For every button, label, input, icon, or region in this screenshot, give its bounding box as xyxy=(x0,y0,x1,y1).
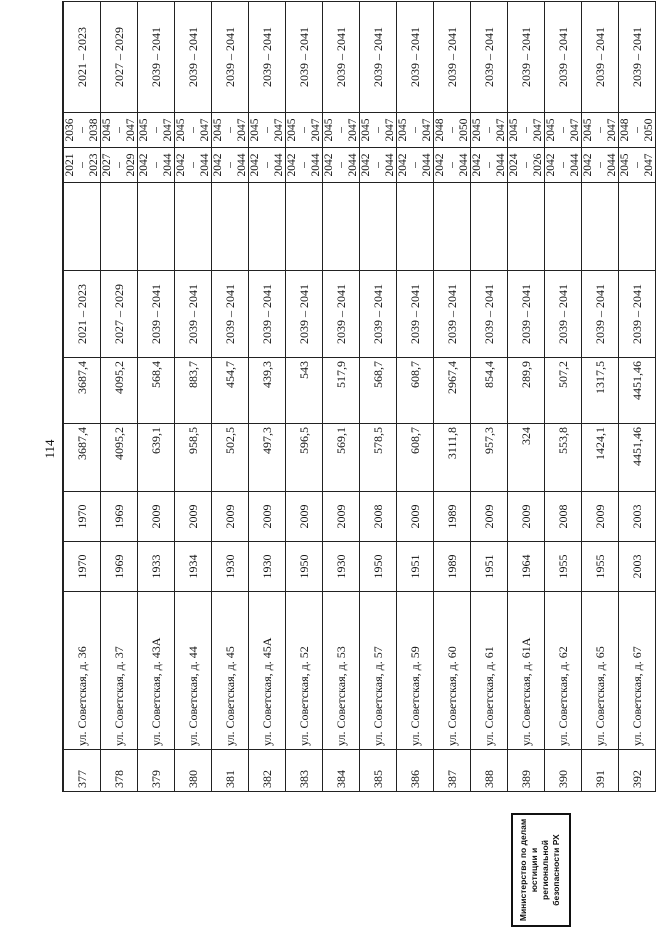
repair-year-cell: 1989 xyxy=(434,492,471,542)
final-period-cell: 2039 – 2041 xyxy=(434,2,471,113)
row-number-cell: 385 xyxy=(360,750,397,792)
period-part: 2045 – xyxy=(619,153,643,177)
next-period-cell xyxy=(582,113,619,148)
build-year-cell: 1934 xyxy=(175,542,212,592)
next-period-cell xyxy=(175,113,212,148)
period-part: 2047 xyxy=(606,118,618,142)
table-row xyxy=(508,2,545,792)
period-part: 2042 – xyxy=(471,153,495,177)
total-area-cell: 3687,4 xyxy=(63,424,101,492)
period-part: 2045 – xyxy=(397,118,421,142)
period-part: 2048 – xyxy=(434,118,458,142)
living-area-cell: 289,9 xyxy=(508,358,545,424)
build-year-cell: 1955 xyxy=(545,542,582,592)
total-area-cell: 957,3 xyxy=(471,424,508,492)
build-year-cell: 1970 xyxy=(63,542,101,592)
final-period-cell: 2027 – 2029 xyxy=(101,2,138,113)
period-part: 2044 xyxy=(273,153,285,177)
empty-cell xyxy=(138,183,175,271)
final-period-cell: 2039 – 2041 xyxy=(249,2,286,113)
address-cell: ул. Советская, д. 60 xyxy=(434,592,471,750)
build-year-cell: 1930 xyxy=(323,542,360,592)
period-part: 2047 xyxy=(569,118,581,142)
housing-repair-table xyxy=(62,1,656,792)
living-area-cell: 3687,4 xyxy=(63,358,101,424)
repair-year-cell: 2003 xyxy=(619,492,656,542)
empty-cell xyxy=(508,183,545,271)
period-part: 2047 xyxy=(532,118,544,142)
build-year-cell: 1950 xyxy=(360,542,397,592)
living-area-cell: 4451,46 xyxy=(619,358,656,424)
next-period-cell xyxy=(323,113,360,148)
period-part: 2044 xyxy=(421,153,433,177)
address-cell: ул. Советская, д. 37 xyxy=(101,592,138,750)
address-cell: ул. Советская, д. 36 xyxy=(63,592,101,750)
empty-cell xyxy=(212,183,249,271)
stamp-line: юстиции и региональной xyxy=(529,840,550,900)
next-period-cell xyxy=(249,113,286,148)
planned-period-cell: 2039 – 2041 xyxy=(582,271,619,358)
final-period-cell: 2039 – 2041 xyxy=(471,2,508,113)
final-period-cell: 2039 – 2041 xyxy=(175,2,212,113)
empty-cell xyxy=(545,183,582,271)
row-number-cell: 388 xyxy=(471,750,508,792)
planned-period-cell: 2039 – 2041 xyxy=(323,271,360,358)
living-area-cell: 543 xyxy=(286,358,323,424)
table-row xyxy=(545,2,582,792)
period-part: 2042 – xyxy=(582,153,606,177)
period-part: 2044 xyxy=(310,153,322,177)
period-part: 2026 xyxy=(532,153,544,177)
final-period-cell: 2039 – 2041 xyxy=(397,2,434,113)
living-area-cell: 2967,4 xyxy=(434,358,471,424)
period-part: 2027 – xyxy=(101,153,125,177)
work-period-cell xyxy=(249,148,286,183)
period-part: 2038 xyxy=(88,118,100,142)
planned-period-cell: 2039 – 2041 xyxy=(471,271,508,358)
row-number-cell: 390 xyxy=(545,750,582,792)
period-part: 2045 – xyxy=(101,118,125,142)
planned-period-cell: 2039 – 2041 xyxy=(545,271,582,358)
table-row xyxy=(323,2,360,792)
build-year-cell: 1951 xyxy=(471,542,508,592)
row-number-cell: 386 xyxy=(397,750,434,792)
work-period-cell xyxy=(323,148,360,183)
row-number-cell: 387 xyxy=(434,750,471,792)
total-area-cell: 502,5 xyxy=(212,424,249,492)
period-part: 2044 xyxy=(458,153,470,177)
build-year-cell: 1989 xyxy=(434,542,471,592)
total-area-cell: 639,1 xyxy=(138,424,175,492)
table-body xyxy=(63,2,656,792)
empty-cell xyxy=(619,183,656,271)
build-year-cell: 2003 xyxy=(619,542,656,592)
total-area-cell: 596,5 xyxy=(286,424,323,492)
living-area-cell: 517,9 xyxy=(323,358,360,424)
work-period-cell xyxy=(286,148,323,183)
address-cell: ул. Советская, д. 52 xyxy=(286,592,323,750)
period-part: 2044 xyxy=(569,153,581,177)
period-part: 2047 xyxy=(162,118,174,142)
row-number-cell: 378 xyxy=(101,750,138,792)
total-area-cell: 578,5 xyxy=(360,424,397,492)
repair-year-cell: 2009 xyxy=(249,492,286,542)
work-period-cell xyxy=(63,148,101,183)
address-cell: ул. Советская, д. 45 xyxy=(212,592,249,750)
planned-period-cell: 2039 – 2041 xyxy=(619,271,656,358)
period-part: 2029 xyxy=(125,153,137,177)
table-row xyxy=(212,2,249,792)
period-part: 2042 – xyxy=(249,153,273,177)
planned-period-cell: 2039 – 2041 xyxy=(286,271,323,358)
period-part: 2042 – xyxy=(545,153,569,177)
next-period-cell xyxy=(545,113,582,148)
table-row xyxy=(619,2,656,792)
table-row xyxy=(138,2,175,792)
period-part: 2047 xyxy=(384,118,396,142)
build-year-cell: 1930 xyxy=(249,542,286,592)
next-period-cell xyxy=(508,113,545,148)
address-cell: ул. Советская, д. 59 xyxy=(397,592,434,750)
planned-period-cell: 2027 – 2029 xyxy=(101,271,138,358)
planned-period-cell: 2039 – 2041 xyxy=(249,271,286,358)
total-area-cell: 497,3 xyxy=(249,424,286,492)
work-period-cell xyxy=(212,148,249,183)
next-period-cell xyxy=(397,113,434,148)
period-part: 2024 – xyxy=(508,153,532,177)
repair-year-cell: 2008 xyxy=(545,492,582,542)
stamp-line: безопасности РХ xyxy=(551,834,561,906)
period-part: 2044 xyxy=(236,153,248,177)
address-cell: ул. Советская, д. 43А xyxy=(138,592,175,750)
period-part: 2048 – xyxy=(619,118,643,142)
row-number-cell: 392 xyxy=(619,750,656,792)
row-number-cell: 389 xyxy=(508,750,545,792)
period-part: 2042 – xyxy=(175,153,199,177)
planned-period-cell: 2039 – 2041 xyxy=(138,271,175,358)
period-part: 2042 – xyxy=(138,153,162,177)
work-period-cell xyxy=(434,148,471,183)
repair-year-cell: 1969 xyxy=(101,492,138,542)
period-part: 2036 – xyxy=(64,118,88,142)
table-row xyxy=(582,2,619,792)
period-part: 2044 xyxy=(606,153,618,177)
period-part: 2047 xyxy=(310,118,322,142)
address-cell: ул. Советская, д. 61 xyxy=(471,592,508,750)
period-part: 2047 xyxy=(236,118,248,142)
table-row xyxy=(397,2,434,792)
empty-cell xyxy=(360,183,397,271)
table-row xyxy=(101,2,138,792)
next-period-cell xyxy=(286,113,323,148)
empty-cell xyxy=(63,183,101,271)
work-period-cell xyxy=(619,148,656,183)
build-year-cell: 1951 xyxy=(397,542,434,592)
build-year-cell: 1969 xyxy=(101,542,138,592)
period-part: 2023 xyxy=(88,153,100,177)
period-part: 2047 xyxy=(273,118,285,142)
next-period-cell xyxy=(434,113,471,148)
period-part: 2045 – xyxy=(471,118,495,142)
period-part: 2045 – xyxy=(582,118,606,142)
total-area-cell: 569,1 xyxy=(323,424,360,492)
total-area-cell: 1424,1 xyxy=(582,424,619,492)
work-period-cell xyxy=(545,148,582,183)
period-part: 2047 xyxy=(199,118,211,142)
address-cell: ул. Советская, д. 57 xyxy=(360,592,397,750)
row-number-cell: 384 xyxy=(323,750,360,792)
living-area-cell: 883,7 xyxy=(175,358,212,424)
period-part: 2044 xyxy=(495,153,507,177)
table-row xyxy=(360,2,397,792)
next-period-cell xyxy=(471,113,508,148)
ministry-stamp xyxy=(511,813,571,927)
address-cell: ул. Советская, д. 44 xyxy=(175,592,212,750)
repair-year-cell: 2009 xyxy=(138,492,175,542)
row-number-cell: 379 xyxy=(138,750,175,792)
build-year-cell: 1950 xyxy=(286,542,323,592)
total-area-cell: 4451,46 xyxy=(619,424,656,492)
period-part: 2042 – xyxy=(397,153,421,177)
period-part: 2047 xyxy=(643,153,655,177)
address-cell: ул. Советская, д. 65 xyxy=(582,592,619,750)
page-number: 114 xyxy=(42,439,57,459)
table-row xyxy=(63,2,101,792)
final-period-cell: 2039 – 2041 xyxy=(286,2,323,113)
build-year-cell: 1933 xyxy=(138,542,175,592)
next-period-cell xyxy=(619,113,656,148)
total-area-cell: 553,8 xyxy=(545,424,582,492)
planned-period-cell: 2039 – 2041 xyxy=(434,271,471,358)
work-period-cell xyxy=(360,148,397,183)
living-area-cell: 439,3 xyxy=(249,358,286,424)
final-period-cell: 2039 – 2041 xyxy=(619,2,656,113)
repair-year-cell: 2009 xyxy=(471,492,508,542)
empty-cell xyxy=(471,183,508,271)
final-period-cell: 2039 – 2041 xyxy=(360,2,397,113)
living-area-cell: 608,7 xyxy=(397,358,434,424)
period-part: 2042 – xyxy=(323,153,347,177)
living-area-cell: 507,2 xyxy=(545,358,582,424)
empty-cell xyxy=(582,183,619,271)
work-period-cell xyxy=(397,148,434,183)
period-part: 2047 xyxy=(421,118,433,142)
repair-year-cell: 2009 xyxy=(286,492,323,542)
period-part: 2042 – xyxy=(212,153,236,177)
period-part: 2045 – xyxy=(508,118,532,142)
period-part: 2050 xyxy=(643,118,655,142)
living-area-cell: 454,7 xyxy=(212,358,249,424)
next-period-cell xyxy=(101,113,138,148)
living-area-cell: 854,4 xyxy=(471,358,508,424)
table-row xyxy=(249,2,286,792)
period-part: 2042 – xyxy=(360,153,384,177)
work-period-cell xyxy=(101,148,138,183)
stamp-line: Министерство по делам xyxy=(518,818,528,922)
address-cell: ул. Советская, д. 62 xyxy=(545,592,582,750)
living-area-cell: 568,4 xyxy=(138,358,175,424)
repair-year-cell: 2009 xyxy=(212,492,249,542)
repair-year-cell: 2009 xyxy=(508,492,545,542)
empty-cell xyxy=(397,183,434,271)
row-number-cell: 391 xyxy=(582,750,619,792)
next-period-cell xyxy=(360,113,397,148)
period-part: 2045 – xyxy=(286,118,310,142)
empty-cell xyxy=(175,183,212,271)
final-period-cell: 2039 – 2041 xyxy=(212,2,249,113)
build-year-cell: 1930 xyxy=(212,542,249,592)
total-area-cell: 4095,2 xyxy=(101,424,138,492)
period-part: 2047 xyxy=(347,118,359,142)
row-number-cell: 377 xyxy=(63,750,101,792)
row-number-cell: 382 xyxy=(249,750,286,792)
work-period-cell xyxy=(508,148,545,183)
period-part: 2050 xyxy=(458,118,470,142)
empty-cell xyxy=(323,183,360,271)
total-area-cell: 958,5 xyxy=(175,424,212,492)
address-cell: ул. Советская, д. 67 xyxy=(619,592,656,750)
period-part: 2044 xyxy=(384,153,396,177)
repair-year-cell: 2008 xyxy=(360,492,397,542)
repair-year-cell: 1970 xyxy=(63,492,101,542)
living-area-cell: 568,7 xyxy=(360,358,397,424)
rotated-table-container xyxy=(62,2,655,792)
planned-period-cell: 2039 – 2041 xyxy=(508,271,545,358)
period-part: 2042 – xyxy=(286,153,310,177)
period-part: 2047 xyxy=(495,118,507,142)
final-period-cell: 2039 – 2041 xyxy=(582,2,619,113)
period-part: 2021 – xyxy=(64,153,88,177)
total-area-cell: 3111,8 xyxy=(434,424,471,492)
address-cell: ул. Советская, д. 61А xyxy=(508,592,545,750)
period-part: 2044 xyxy=(199,153,211,177)
total-area-cell: 324 xyxy=(508,424,545,492)
table-row xyxy=(471,2,508,792)
period-part: 2044 xyxy=(162,153,174,177)
empty-cell xyxy=(101,183,138,271)
total-area-cell: 608,7 xyxy=(397,424,434,492)
period-part: 2045 – xyxy=(249,118,273,142)
row-number-cell: 383 xyxy=(286,750,323,792)
table-row xyxy=(175,2,212,792)
period-part: 2045 – xyxy=(545,118,569,142)
table-row xyxy=(434,2,471,792)
empty-cell xyxy=(434,183,471,271)
address-cell: ул. Советская, д. 45А xyxy=(249,592,286,750)
row-number-cell: 381 xyxy=(212,750,249,792)
period-part: 2042 – xyxy=(434,153,458,177)
work-period-cell xyxy=(471,148,508,183)
row-number-cell: 380 xyxy=(175,750,212,792)
repair-year-cell: 2009 xyxy=(175,492,212,542)
build-year-cell: 1964 xyxy=(508,542,545,592)
repair-year-cell: 2009 xyxy=(582,492,619,542)
repair-year-cell: 2009 xyxy=(397,492,434,542)
next-period-cell xyxy=(212,113,249,148)
work-period-cell xyxy=(175,148,212,183)
planned-period-cell: 2039 – 2041 xyxy=(175,271,212,358)
empty-cell xyxy=(249,183,286,271)
planned-period-cell: 2039 – 2041 xyxy=(212,271,249,358)
final-period-cell: 2039 – 2041 xyxy=(545,2,582,113)
final-period-cell: 2039 – 2041 xyxy=(138,2,175,113)
period-part: 2045 – xyxy=(323,118,347,142)
repair-year-cell: 2009 xyxy=(323,492,360,542)
period-part: 2047 xyxy=(125,118,137,142)
work-period-cell xyxy=(582,148,619,183)
period-part: 2045 – xyxy=(360,118,384,142)
work-period-cell xyxy=(138,148,175,183)
living-area-cell: 4095,2 xyxy=(101,358,138,424)
final-period-cell: 2039 – 2041 xyxy=(323,2,360,113)
next-period-cell xyxy=(63,113,101,148)
address-cell: ул. Советская, д. 53 xyxy=(323,592,360,750)
planned-period-cell: 2039 – 2041 xyxy=(360,271,397,358)
planned-period-cell: 2021 – 2023 xyxy=(63,271,101,358)
next-period-cell xyxy=(138,113,175,148)
period-part: 2045 – xyxy=(175,118,199,142)
period-part: 2045 – xyxy=(138,118,162,142)
empty-cell xyxy=(286,183,323,271)
planned-period-cell: 2039 – 2041 xyxy=(397,271,434,358)
final-period-cell: 2039 – 2041 xyxy=(508,2,545,113)
period-part: 2044 xyxy=(347,153,359,177)
table-row xyxy=(286,2,323,792)
period-part: 2045 – xyxy=(212,118,236,142)
final-period-cell: 2021 – 2023 xyxy=(63,2,101,113)
living-area-cell: 1317,5 xyxy=(582,358,619,424)
build-year-cell: 1955 xyxy=(582,542,619,592)
